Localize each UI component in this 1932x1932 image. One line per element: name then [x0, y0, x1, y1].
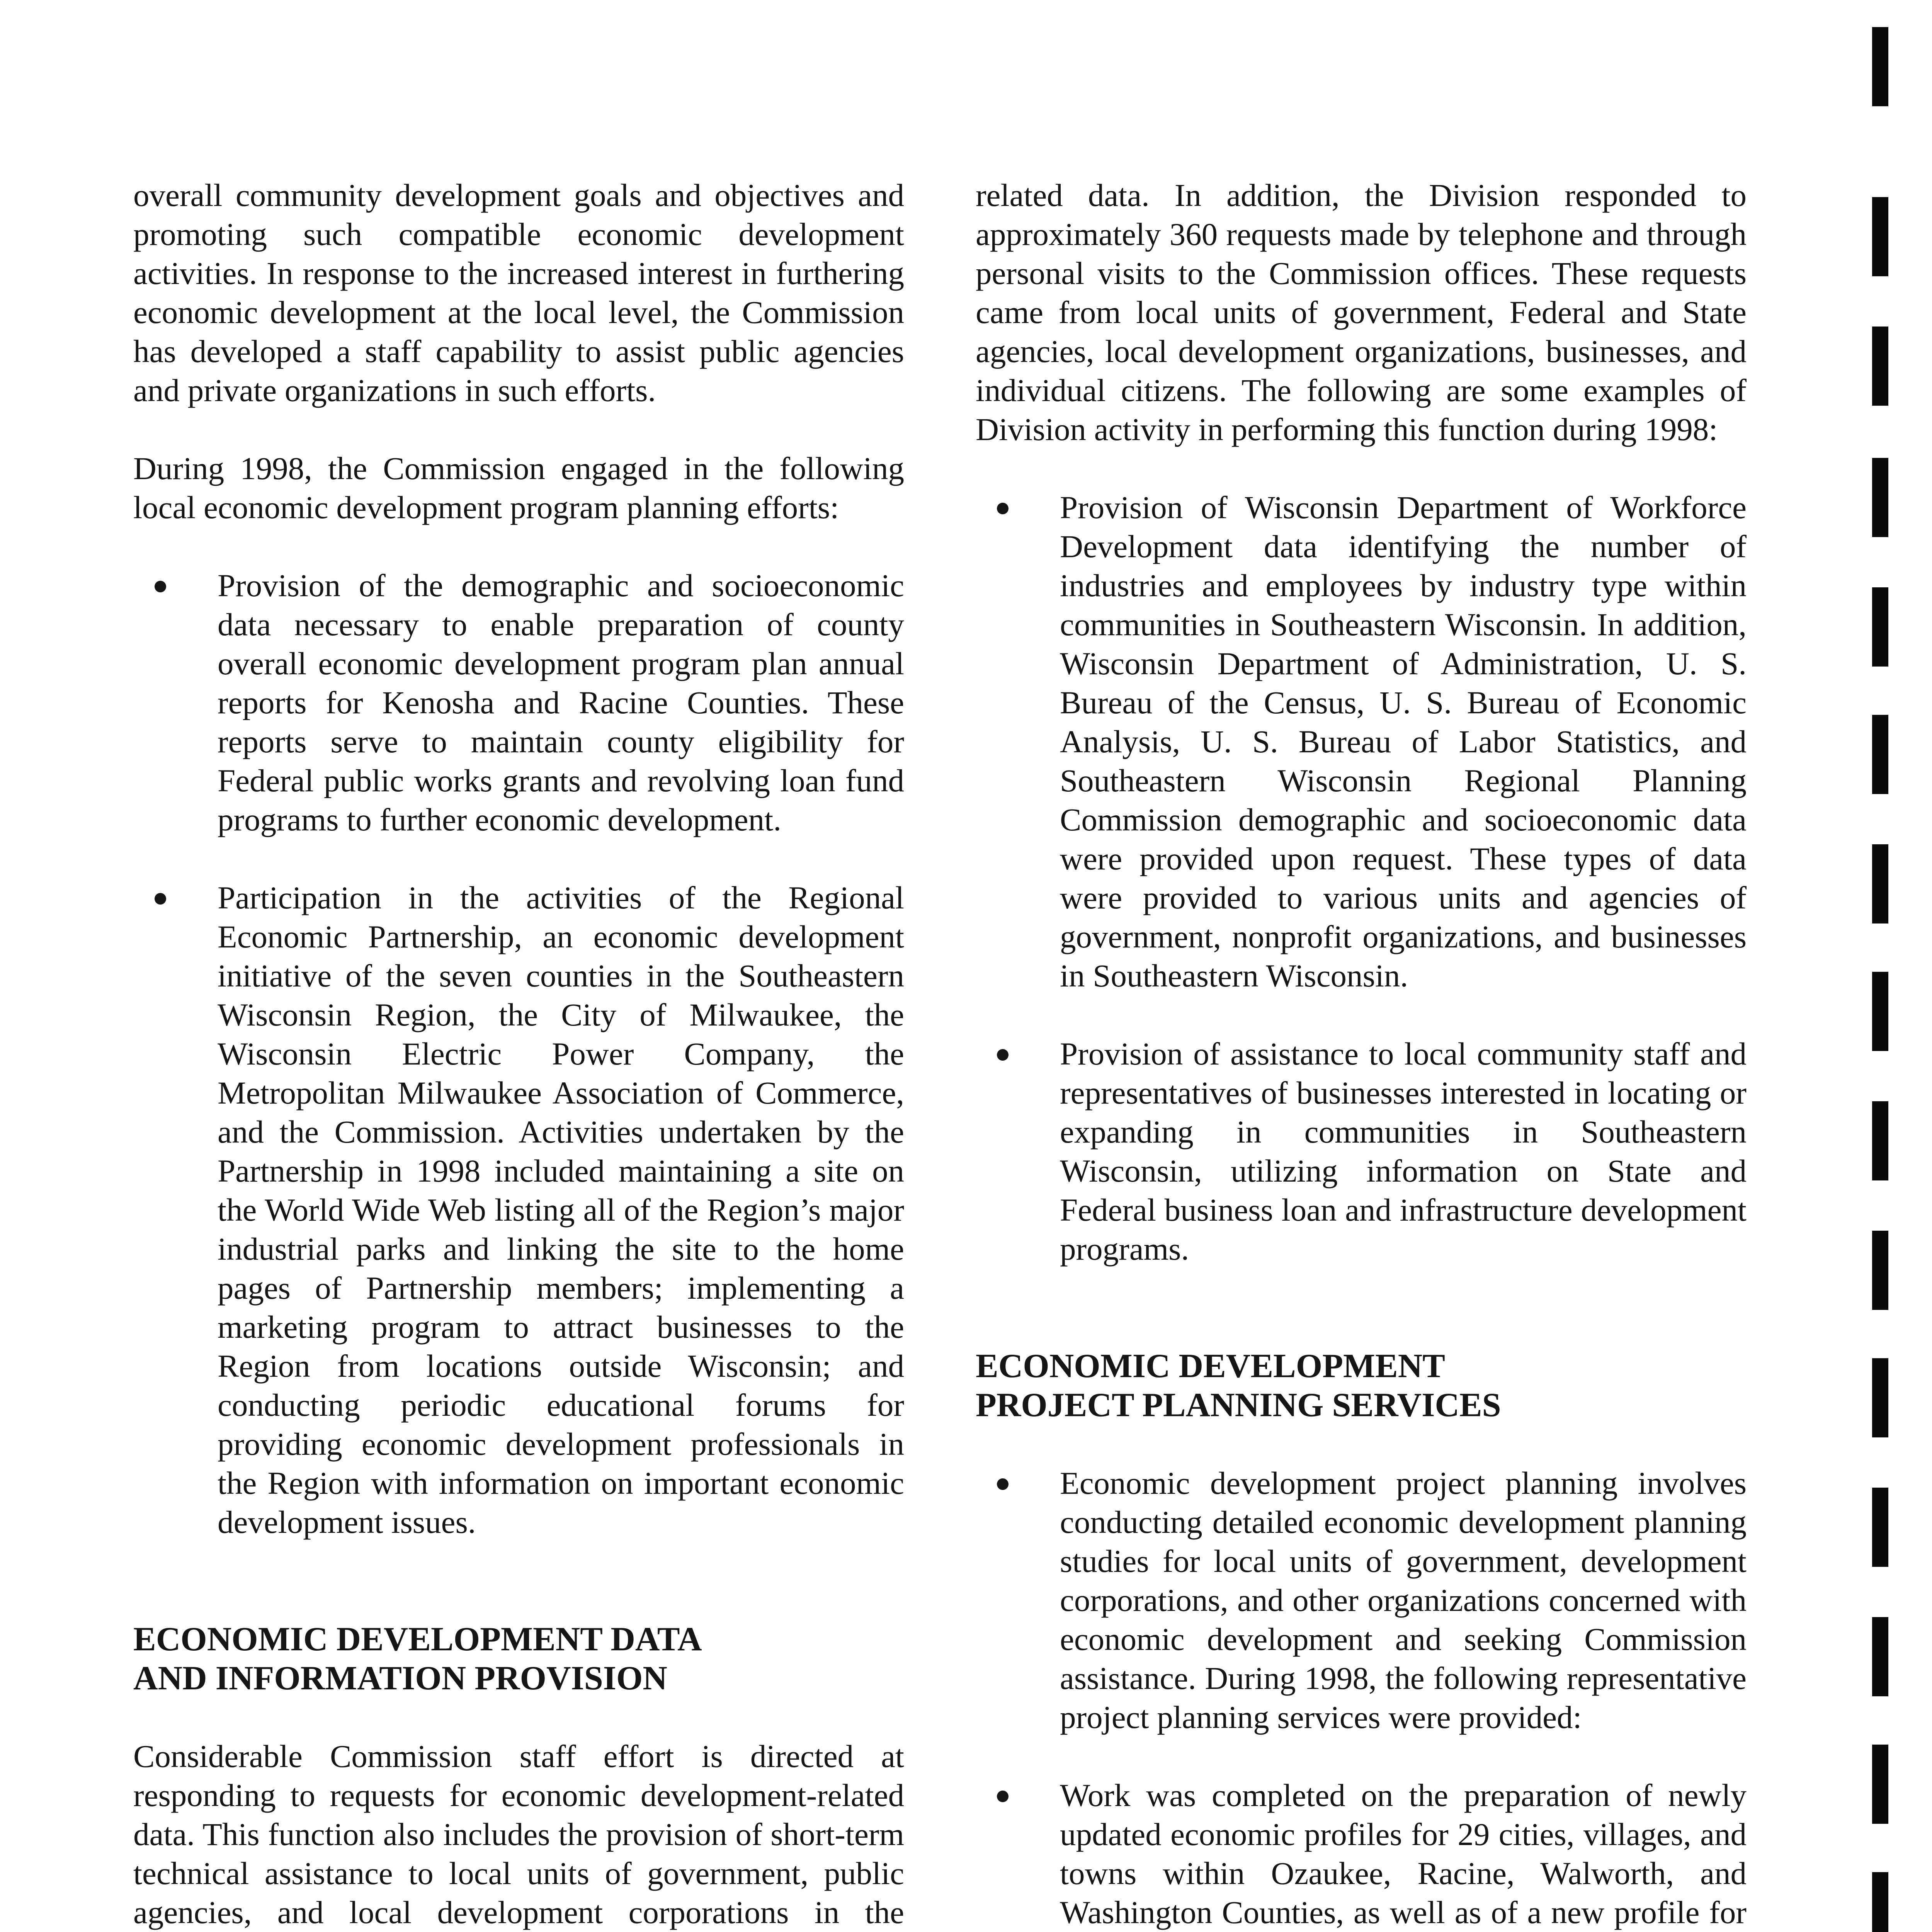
bullet-text: Provision of assistance to local community staff and representatives of businesses interested in locating or expanding in communities in Southeastern Wisconsin, utilizing information on State and Federal business loan and infrastructure development programs. — [1060, 1036, 1747, 1267]
edge-mark — [1872, 458, 1888, 537]
bullet-text: Participation in the activities of the Regional Economic Partnership, an economic development initiative of the seven counties in the Southeastern Wisconsin Region, the City of Milwaukee, the Wisconsin Electric Power Company, the Metropolitan Milwaukee Association of Commerce, and the Commission. Activities undertaken by the Partnership in 1998 included maintaining a site on the World Wide Web listing all of the Region’s major industrial parks and linking the site to the home pages of Partnership members; implementing a marketing program to attract businesses to the Region from locations outside Wisconsin; and conducting periodic educational forums for providing economic development professionals in the Region with information on important economic development issues. — [218, 880, 904, 1540]
bullet-icon — [155, 893, 166, 905]
section-heading-line: ECONOMIC DEVELOPMENT — [976, 1347, 1445, 1385]
bullet-item — [133, 566, 904, 839]
bullet-icon — [997, 503, 1009, 514]
section-heading — [133, 1620, 904, 1698]
edge-mark — [1872, 1101, 1888, 1180]
bullet-text: Provision of Wisconsin Department of Workforce Development data identifying the number of industries and employees by industry type within communities in Southeastern Wisconsin. In addition, Wisconsin Department of Administration, U. S. Bureau of the Census, U. S. Bureau of Economic Analysis, U. S. Bureau of Labor Statistics, and Southeastern Wisconsin Regional Planning Commission demographic and socioeconomic data were provided upon request. These types of data were provided to various units and agencies of government, nonprofit organizations, and businesses in Southeastern Wisconsin. — [1060, 490, 1747, 993]
bullet-text: Provision of the demographic and socioeconomic data necessary to enable preparation of county overall economic development program plan annual reports for Kenosha and Racine Counties. These reports serve to maintain county eligibility for Federal public works grants and revolving loan fund programs to further economic development. — [218, 568, 904, 837]
edge-mark — [1872, 1745, 1888, 1824]
edge-mark — [1872, 972, 1888, 1051]
edge-mark — [1872, 197, 1888, 276]
bullet-text: Work was completed on the preparation of newly updated economic profiles for 29 cities, villages, and towns within Ozaukee, Racine, Walworth, and Washington Counties, as well as of a new profile for — [1060, 1777, 1747, 1930]
body-paragraph: overall community development goals and objectives and promoting such compatible economic development activities. In response to the increased interest in furthering economic development at the local level, the Commission has developed a staff capability to assist public agencies and private organizations in such efforts. — [133, 177, 904, 408]
edge-mark — [1872, 1488, 1888, 1567]
body-paragraph: Considerable Commission staff effort is directed at responding to requests for economic development-related data. This function also includes the provision of short-term technical assistance to local units of government, public agencies, and local development corporations in the — [133, 1738, 904, 1930]
edge-mark — [1872, 587, 1888, 667]
edge-mark — [1872, 844, 1888, 923]
bullet-item — [976, 488, 1747, 995]
bullet-icon — [155, 581, 166, 592]
edge-mark — [1872, 1231, 1888, 1310]
bullet-item — [976, 1034, 1747, 1269]
body-paragraph: During 1998, the Commission engaged in the following local economic development program planning efforts: — [133, 451, 904, 525]
right-column — [976, 176, 1747, 1932]
section-heading-line: ECONOMIC DEVELOPMENT DATA — [133, 1621, 702, 1658]
edge-mark — [1872, 27, 1888, 106]
body-paragraph: related data. In addition, the Division responded to approximately 360 requests made by telephone and through personal visits to the Commission offices. These requests came from local units of government, Federal and State agencies, local development organizations, businesses, and individual citizens. The following are some examples of Division activity in performing this function during 1998: — [976, 177, 1747, 447]
edge-mark — [1872, 1617, 1888, 1696]
edge-mark — [1872, 715, 1888, 794]
bullet-text: Economic development project planning involves conducting detailed economic development planning studies for local units of government, development corporations, and other organizations concerned with economic development and seeking Commission assistance. During 1998, the following representative project planning services were provided: — [1060, 1465, 1747, 1735]
edge-mark — [1872, 1872, 1888, 1932]
section-heading — [976, 1347, 1747, 1425]
bullet-item — [976, 1464, 1747, 1737]
edge-mark — [1872, 1358, 1888, 1437]
bullet-icon — [997, 1478, 1009, 1490]
left-column — [133, 176, 904, 1932]
bullet-icon — [997, 1791, 1009, 1802]
edge-mark — [1872, 327, 1888, 406]
bullet-item — [976, 1776, 1747, 1932]
section-heading-line: AND INFORMATION PROVISION — [133, 1660, 667, 1697]
bullet-icon — [997, 1049, 1009, 1061]
section-heading-line: PROJECT PLANNING SERVICES — [976, 1386, 1501, 1424]
bullet-item — [133, 878, 904, 1542]
